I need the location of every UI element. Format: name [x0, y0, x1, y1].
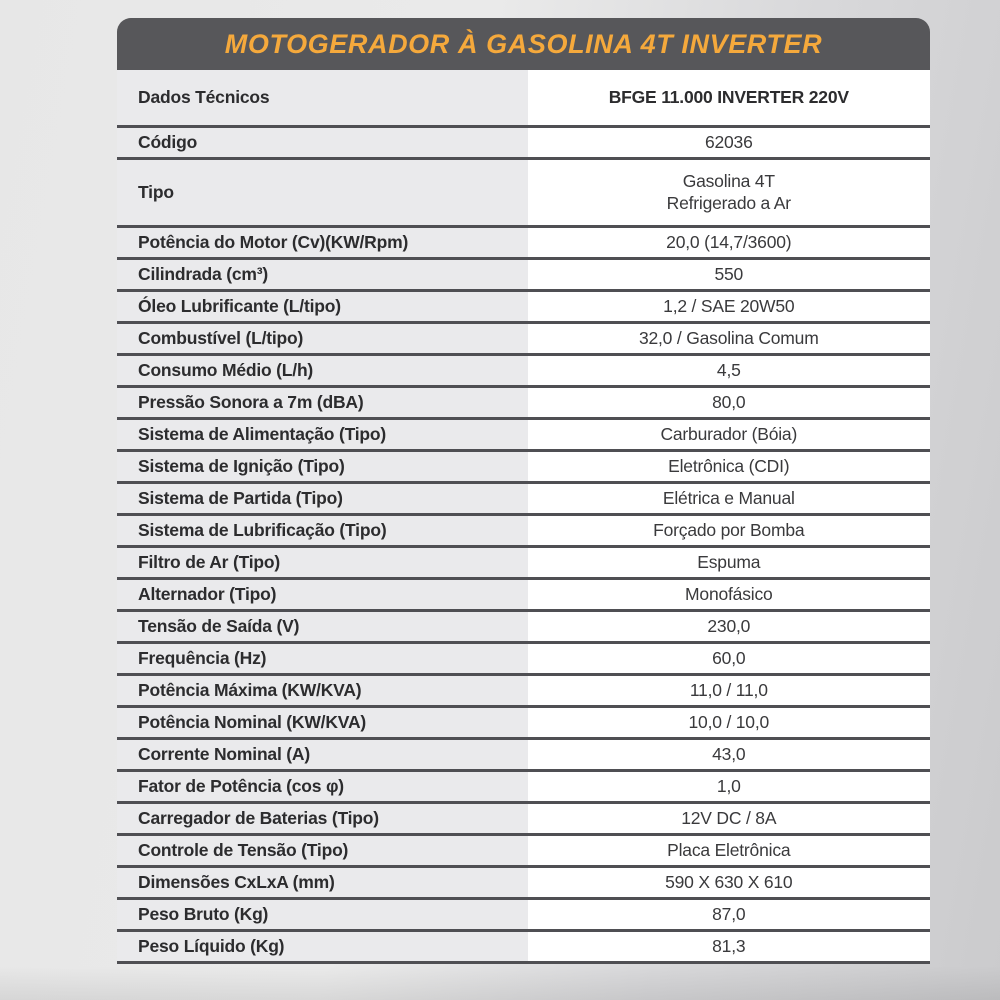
spec-label: Peso Líquido (Kg) [117, 932, 528, 961]
spec-label: Óleo Lubrificante (L/tipo) [117, 292, 528, 321]
table-row [117, 324, 930, 356]
table-row [117, 580, 930, 612]
table-row [117, 676, 930, 708]
spec-rows [117, 128, 930, 961]
spec-label: Corrente Nominal (A) [117, 740, 528, 769]
table-row [117, 708, 930, 740]
spec-label: Carregador de Baterias (Tipo) [117, 804, 528, 833]
table-row [117, 740, 930, 772]
spec-label: Frequência (Hz) [117, 644, 528, 673]
spec-label: Dimensões CxLxA (mm) [117, 868, 528, 897]
table-header-row [117, 70, 930, 128]
spec-value: 81,3 [528, 932, 930, 961]
spec-value: 62036 [528, 128, 930, 157]
spec-value: Placa Eletrônica [528, 836, 930, 865]
page-title: MOTOGERADOR À GASOLINA 4T INVERTER [224, 28, 823, 59]
spec-value: 550 [528, 260, 930, 289]
table-row [117, 516, 930, 548]
spec-value: 43,0 [528, 740, 930, 769]
spec-value: 230,0 [528, 612, 930, 641]
table-row [117, 644, 930, 676]
spec-value: 60,0 [528, 644, 930, 673]
spec-label: Cilindrada (cm³) [117, 260, 528, 289]
spec-value: 4,5 [528, 356, 930, 385]
spec-sheet-panel [117, 18, 930, 964]
spec-value: 10,0 / 10,0 [528, 708, 930, 737]
table-header-value: BFGE 11.000 INVERTER 220V [528, 70, 930, 125]
spec-label: Combustível (L/tipo) [117, 324, 528, 353]
table-row [117, 484, 930, 516]
spec-label: Código [117, 128, 528, 157]
spec-value: Gasolina 4T Refrigerado a Ar [528, 160, 930, 225]
table-row [117, 356, 930, 388]
spec-label: Sistema de Partida (Tipo) [117, 484, 528, 513]
spec-value: 12V DC / 8A [528, 804, 930, 833]
table-row [117, 228, 930, 260]
spec-label: Peso Bruto (Kg) [117, 900, 528, 929]
spec-value: Eletrônica (CDI) [528, 452, 930, 481]
spec-value: 80,0 [528, 388, 930, 417]
spec-value: Forçado por Bomba [528, 516, 930, 545]
table-row [117, 548, 930, 580]
spec-value: Espuma [528, 548, 930, 577]
table-row [117, 160, 930, 228]
spec-value: 590 X 630 X 610 [528, 868, 930, 897]
table-row [117, 836, 930, 868]
spec-value: 87,0 [528, 900, 930, 929]
spec-value: 1,0 [528, 772, 930, 801]
spec-value: 32,0 / Gasolina Comum [528, 324, 930, 353]
table-row [117, 868, 930, 900]
table-row [117, 900, 930, 932]
table-row [117, 128, 930, 160]
spec-label: Fator de Potência (cos φ) [117, 772, 528, 801]
spec-label: Potência do Motor (Cv)(KW/Rpm) [117, 228, 528, 257]
floor-shadow [0, 966, 1000, 1000]
table-row [117, 804, 930, 836]
spec-label: Potência Nominal (KW/KVA) [117, 708, 528, 737]
spec-label: Filtro de Ar (Tipo) [117, 548, 528, 577]
spec-label: Controle de Tensão (Tipo) [117, 836, 528, 865]
spec-label: Consumo Médio (L/h) [117, 356, 528, 385]
table-row [117, 420, 930, 452]
table-row [117, 292, 930, 324]
spec-label: Sistema de Ignição (Tipo) [117, 452, 528, 481]
spec-value: Elétrica e Manual [528, 484, 930, 513]
spec-value: Carburador (Bóia) [528, 420, 930, 449]
table-header-label: Dados Técnicos [117, 70, 528, 125]
spec-label: Potência Máxima (KW/KVA) [117, 676, 528, 705]
table-row [117, 452, 930, 484]
spec-value: 20,0 (14,7/3600) [528, 228, 930, 257]
table-row [117, 612, 930, 644]
spec-label: Pressão Sonora a 7m (dBA) [117, 388, 528, 417]
table-row [117, 772, 930, 804]
spec-value: 11,0 / 11,0 [528, 676, 930, 705]
title-banner [117, 18, 930, 70]
table-row [117, 932, 930, 961]
spec-value: 1,2 / SAE 20W50 [528, 292, 930, 321]
table-row [117, 388, 930, 420]
spec-table [117, 70, 930, 964]
spec-label: Tipo [117, 160, 528, 225]
spec-label: Sistema de Lubrificação (Tipo) [117, 516, 528, 545]
spec-label: Tensão de Saída (V) [117, 612, 528, 641]
table-row [117, 260, 930, 292]
spec-label: Alternador (Tipo) [117, 580, 528, 609]
spec-label: Sistema de Alimentação (Tipo) [117, 420, 528, 449]
spec-value: Monofásico [528, 580, 930, 609]
